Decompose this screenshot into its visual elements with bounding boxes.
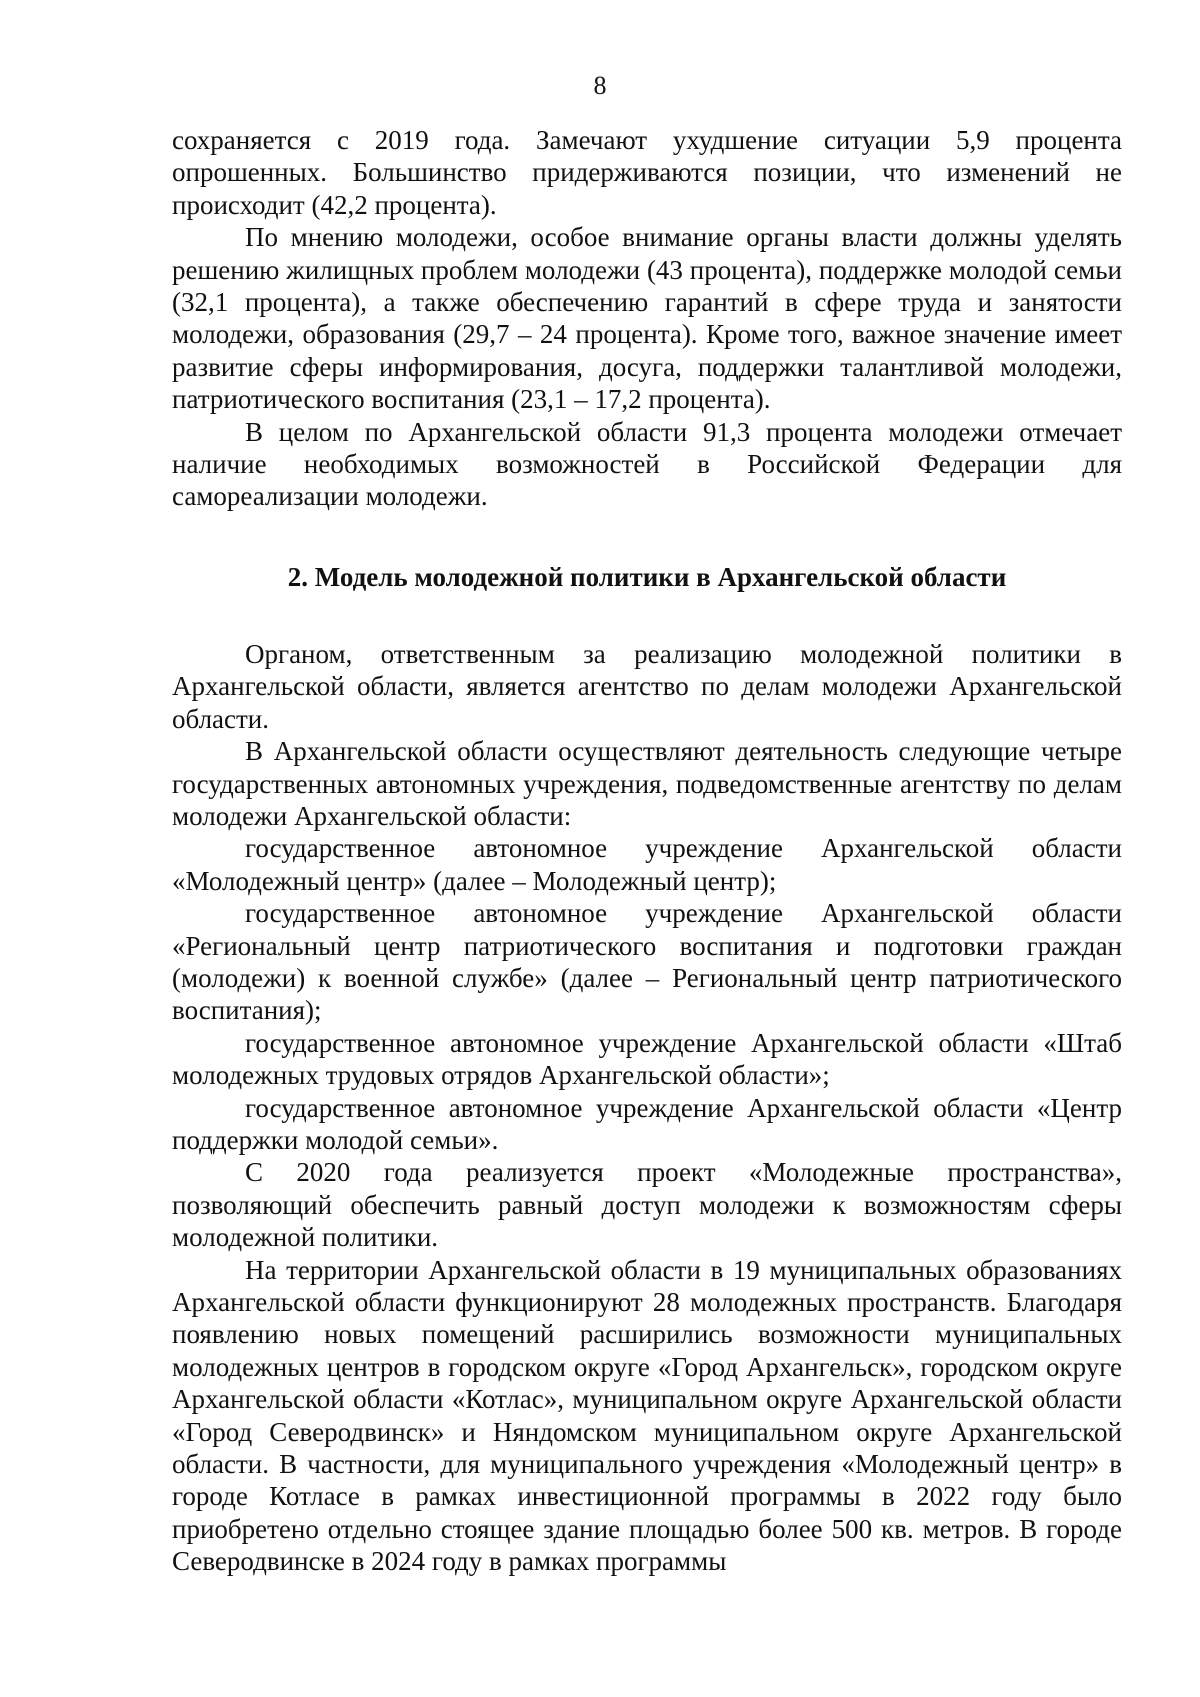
page-number: 8 bbox=[593, 71, 607, 100]
paragraph: На территории Архангельской области в 19 муниципальных образованиях Архангельской области функционируют 28 молодежных пространств. Благодаря появлению новых помещений расширились возможности муниципальных молодежных центров в городском округе «Город Архангельск», городском округе Архангельской области «Котлас», муниципальном округе Архангельской области «Город Северодвинск» и Няндомском муниципальном округе Архангельской области. В частности, для муниципального учреждения «Молодежный центр» в городе Котласе в рамках инвестиционной программы в 2022 году было приобретено отдельно стоящее здание площадью более 500 кв. метров. В городе Северодвинске в 2024 году в рамках программы bbox=[172, 1254, 1122, 1577]
list-item: государственное автономное учреждение Архангельской области «Центр поддержки молодой семьи». bbox=[172, 1092, 1122, 1155]
paragraph: Органом, ответственным за реализацию молодежной политики в Архангельской области, является агентство по делам молодежи Архангельской области. bbox=[172, 638, 1122, 734]
paragraph: С 2020 года реализуется проект «Молодежные пространства», позволяющий обеспечить равный доступ молодежи к возможностям сферы молодежной политики. bbox=[172, 1157, 1122, 1253]
document-body bbox=[172, 124, 1122, 1578]
paragraph: По мнению молодежи, особое внимание органы власти должны уделять решению жилищных проблем молодежи (43 процента), поддержке молодой семьи (32,1 процента), а также обеспечению гарантий в сфере труда и занятости молодежи, образования (29,7 – 24 процента). Кроме того, важное значение имеет развитие сферы информирования, досуга, поддержки талантливой молодежи, патриотического воспитания (23,1 – 17,2 процента). bbox=[172, 222, 1122, 415]
list-item: государственное автономное учреждение Архангельской области «Штаб молодежных трудовых отрядов Архангельской области»; bbox=[172, 1027, 1122, 1091]
paragraph-continuation: сохраняется с 2019 года. Замечают ухудшение ситуации 5,9 процента опрошенных. Большинство придерживаются позиции, что изменений не происходит (42,2 процента). bbox=[172, 125, 1122, 220]
paragraph: В целом по Архангельской области 91,3 процента молодежи отмечает наличие необходимых возможностей в Российской Федерации для самореализации молодежи. bbox=[172, 416, 1122, 512]
section-heading: 2. Модель молодежной политики в Архангельской области bbox=[287, 561, 1007, 592]
list-item: государственное автономное учреждение Архангельской области «Молодежный центр» (далее – Молодежный центр); bbox=[172, 833, 1122, 896]
list-item: государственное автономное учреждение Архангельской области «Региональный центр патриотического воспитания и подготовки граждан (молодежи) к военной службе» (далее – Региональный центр патриотического воспитания); bbox=[172, 898, 1122, 1026]
paragraph: В Архангельской области осуществляют деятельность следующие четыре государственных автономных учреждения, подведомственные агентству по делам молодежи Архангельской области: bbox=[172, 736, 1122, 831]
